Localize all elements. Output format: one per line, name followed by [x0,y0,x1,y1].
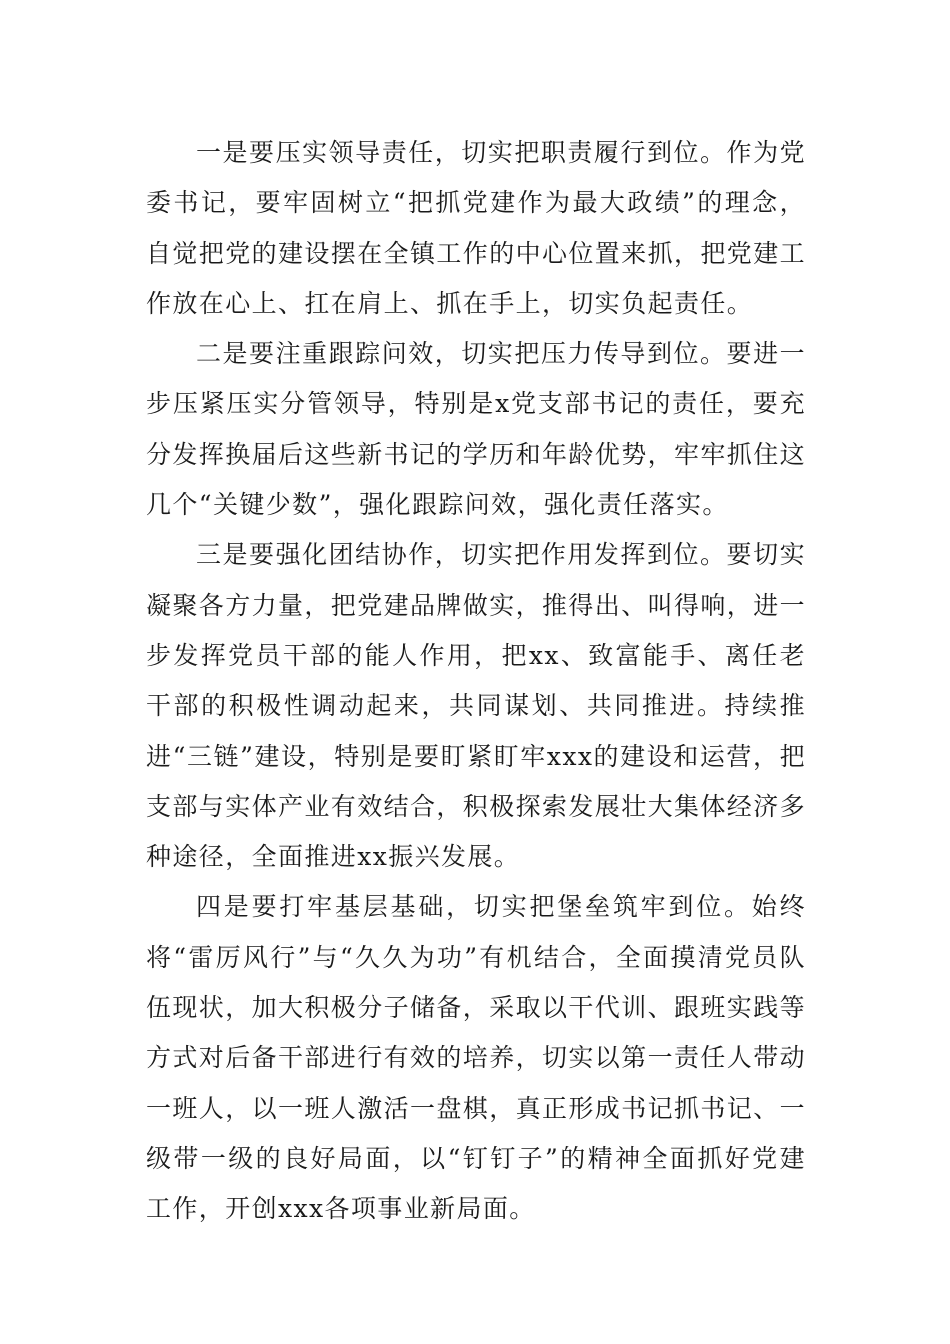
document-body [146,128,806,1235]
paragraph-4: 四是要打牢基层基础，切实把堡垒筑牢到位。始终将“雷厉风行”与“久久为功”有机结合，全面摸清党员队伍现状，加大积极分子储备，采取以干代训、跟班实践等方式对后备干部进行有效的培养，切实以第一责任人带动一班人，以一班人激活一盘棋，真正形成书记抓书记、一级带一级的良好局面，以“钉钉子”的精神全面抓好党建工作，开创xxx各项事业新局面。 [146,892,807,1224]
paragraph-3: 三是要强化团结协作，切实把作用发挥到位。要切实凝聚各方力量，把党建品牌做实，推得出、叫得响，进一步发挥党员干部的能人作用，把xx、致富能手、离任老干部的积极性调动起来，共同谋划、共同推进。持续推进“三链”建设，特别是要盯紧盯牢xxx的建设和运营，把支部与实体产业有效结合，积极探索发展壮大集体经济多种途径，全面推进xx振兴发展。 [146,540,807,872]
paragraph-1: 一是要压实领导责任，切实把职责履行到位。作为党委书记，要牢固树立“把抓党建作为最大政绩”的理念，自觉把党的建设摆在全镇工作的中心位置来抓，把党建工作放在心上、扛在肩上、抓在手上，切实负起责任。 [146,138,807,318]
paragraph-2: 二是要注重跟踪问效，切实把压力传导到位。要进一步压紧压实分管领导，特别是x党支部书记的责任，要充分发挥换届后这些新书记的学历和年龄优势，牢牢抓住这几个“关键少数”，强化跟踪问效，强化责任落实。 [146,339,807,520]
